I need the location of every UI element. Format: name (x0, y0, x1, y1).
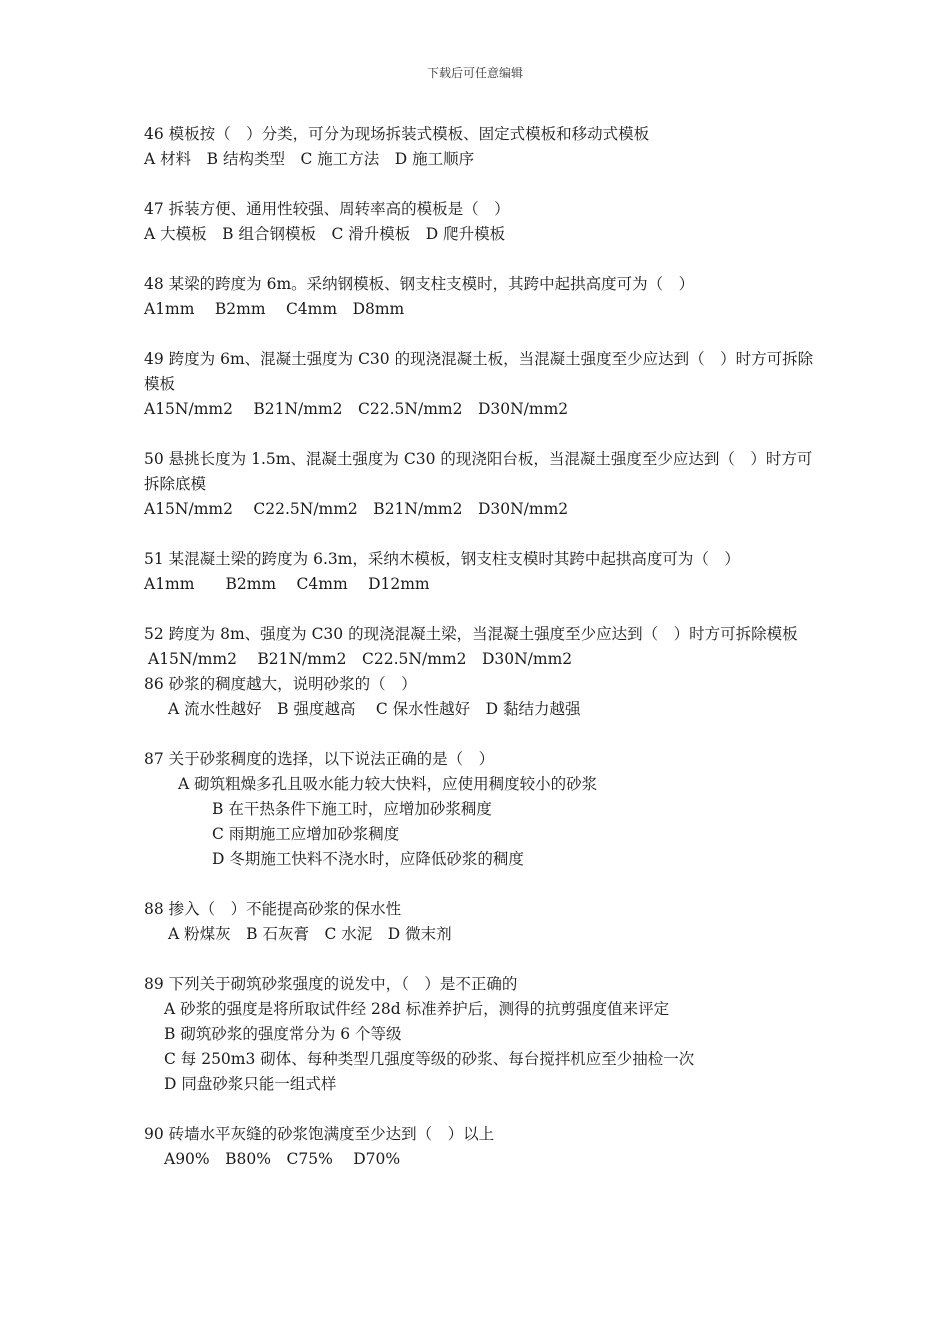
page-header: 下载后可任意编辑 (426, 66, 523, 80)
question-46-stem: 46 模板按（ ）分类，可分为现场拆装式模板、固定式模板和移动式模板 (144, 125, 650, 143)
question-90-options: A90% B80% C75% D70% (164, 1150, 401, 1168)
question-87-option-a: A 砌筑粗燥多孔且吸水能力较大快料，应使用稠度较小的砂浆 (178, 775, 598, 793)
question-50-options: A15N/mm2 C22.5N/mm2 B21N/mm2 D30N/mm2 (144, 500, 569, 518)
question-89-option-b: B 砌筑砂浆的强度常分为 6 个等级 (164, 1025, 402, 1043)
question-87-option-b: B 在干热条件下施工时，应增加砂浆稠度 (212, 800, 492, 818)
question-49-options: A15N/mm2 B21N/mm2 C22.5N/mm2 D30N/mm2 (144, 400, 569, 418)
question-47-options: A 大模板 B 组合钢模板 C 滑升模板 D 爬升模板 (144, 225, 506, 243)
question-list (144, 122, 814, 1172)
question-86-options: A 流水性越好 B 强度越高 C 保水性越好 D 黏结力越强 (168, 700, 581, 718)
question-87-option-d: D 冬期施工快料不浇水时，应降低砂浆的稠度 (212, 850, 524, 868)
question-46-options: A 材料 B 结构类型 C 施工方法 D 施工顺序 (144, 150, 475, 168)
question-51-stem: 51 某混凝土梁的跨度为 6.3m，采纳木模板，钢支柱支模时其跨中起拱高度可为（ ） (144, 550, 740, 568)
question-89-option-a: A 砂浆的强度是将所取试件经 28d 标准养护后，测得的抗剪强度值来评定 (164, 1000, 670, 1018)
question-87-option-c: C 雨期施工应增加砂浆稠度 (212, 825, 400, 843)
question-89-stem: 89 下列关于砌筑砂浆强度的说发中，（ ）是不正确的 (144, 975, 518, 993)
question-48-stem: 48 某梁的跨度为 6m。采纳钢模板、钢支柱支模时，其跨中起拱高度可为（ ） (144, 275, 695, 293)
question-87-stem: 87 关于砂浆稠度的选择，以下说法正确的是（ ） (144, 750, 495, 768)
question-89-option-d: D 同盘砂浆只能一组式样 (164, 1075, 337, 1093)
question-48-options: A1mm B2mm C4mm D8mm (144, 300, 405, 318)
question-50-stem: 50 悬挑长度为 1.5m、混凝土强度为 C30 的现浇阳台板，当混凝土强度至少应达到（ ）时方可拆除底模 (144, 450, 813, 493)
question-88-options: A 粉煤灰 B 石灰膏 C 水泥 D 微末剂 (168, 925, 452, 943)
question-86-stem: 86 砂浆的稠度越大，说明砂浆的（ ） (144, 675, 417, 693)
question-52-stem: 52 跨度为 8m、强度为 C30 的现浇混凝土梁，当混凝土强度至少应达到（ ）时方可拆除模板 (144, 625, 798, 643)
question-47-stem: 47 拆装方便、通用性较强、周转率高的模板是（ ） (144, 200, 510, 218)
question-89-option-c: C 每 250m3 砌体、每种类型几强度等级的砂浆、每台搅拌机应至少抽检一次 (164, 1050, 695, 1068)
question-90-stem: 90 砖墙水平灰缝的砂浆饱满度至少达到（ ）以上 (144, 1125, 495, 1143)
question-88-stem: 88 掺入（ ）不能提高砂浆的保水性 (144, 900, 402, 918)
question-52-options: A15N/mm2 B21N/mm2 C22.5N/mm2 D30N/mm2 (148, 650, 573, 668)
question-49-stem: 49 跨度为 6m、混凝土强度为 C30 的现浇混凝土板，当混凝土强度至少应达到（ ）时方可拆除模板 (144, 350, 814, 393)
question-51-options: A1mm B2mm C4mm D12mm (144, 575, 430, 593)
